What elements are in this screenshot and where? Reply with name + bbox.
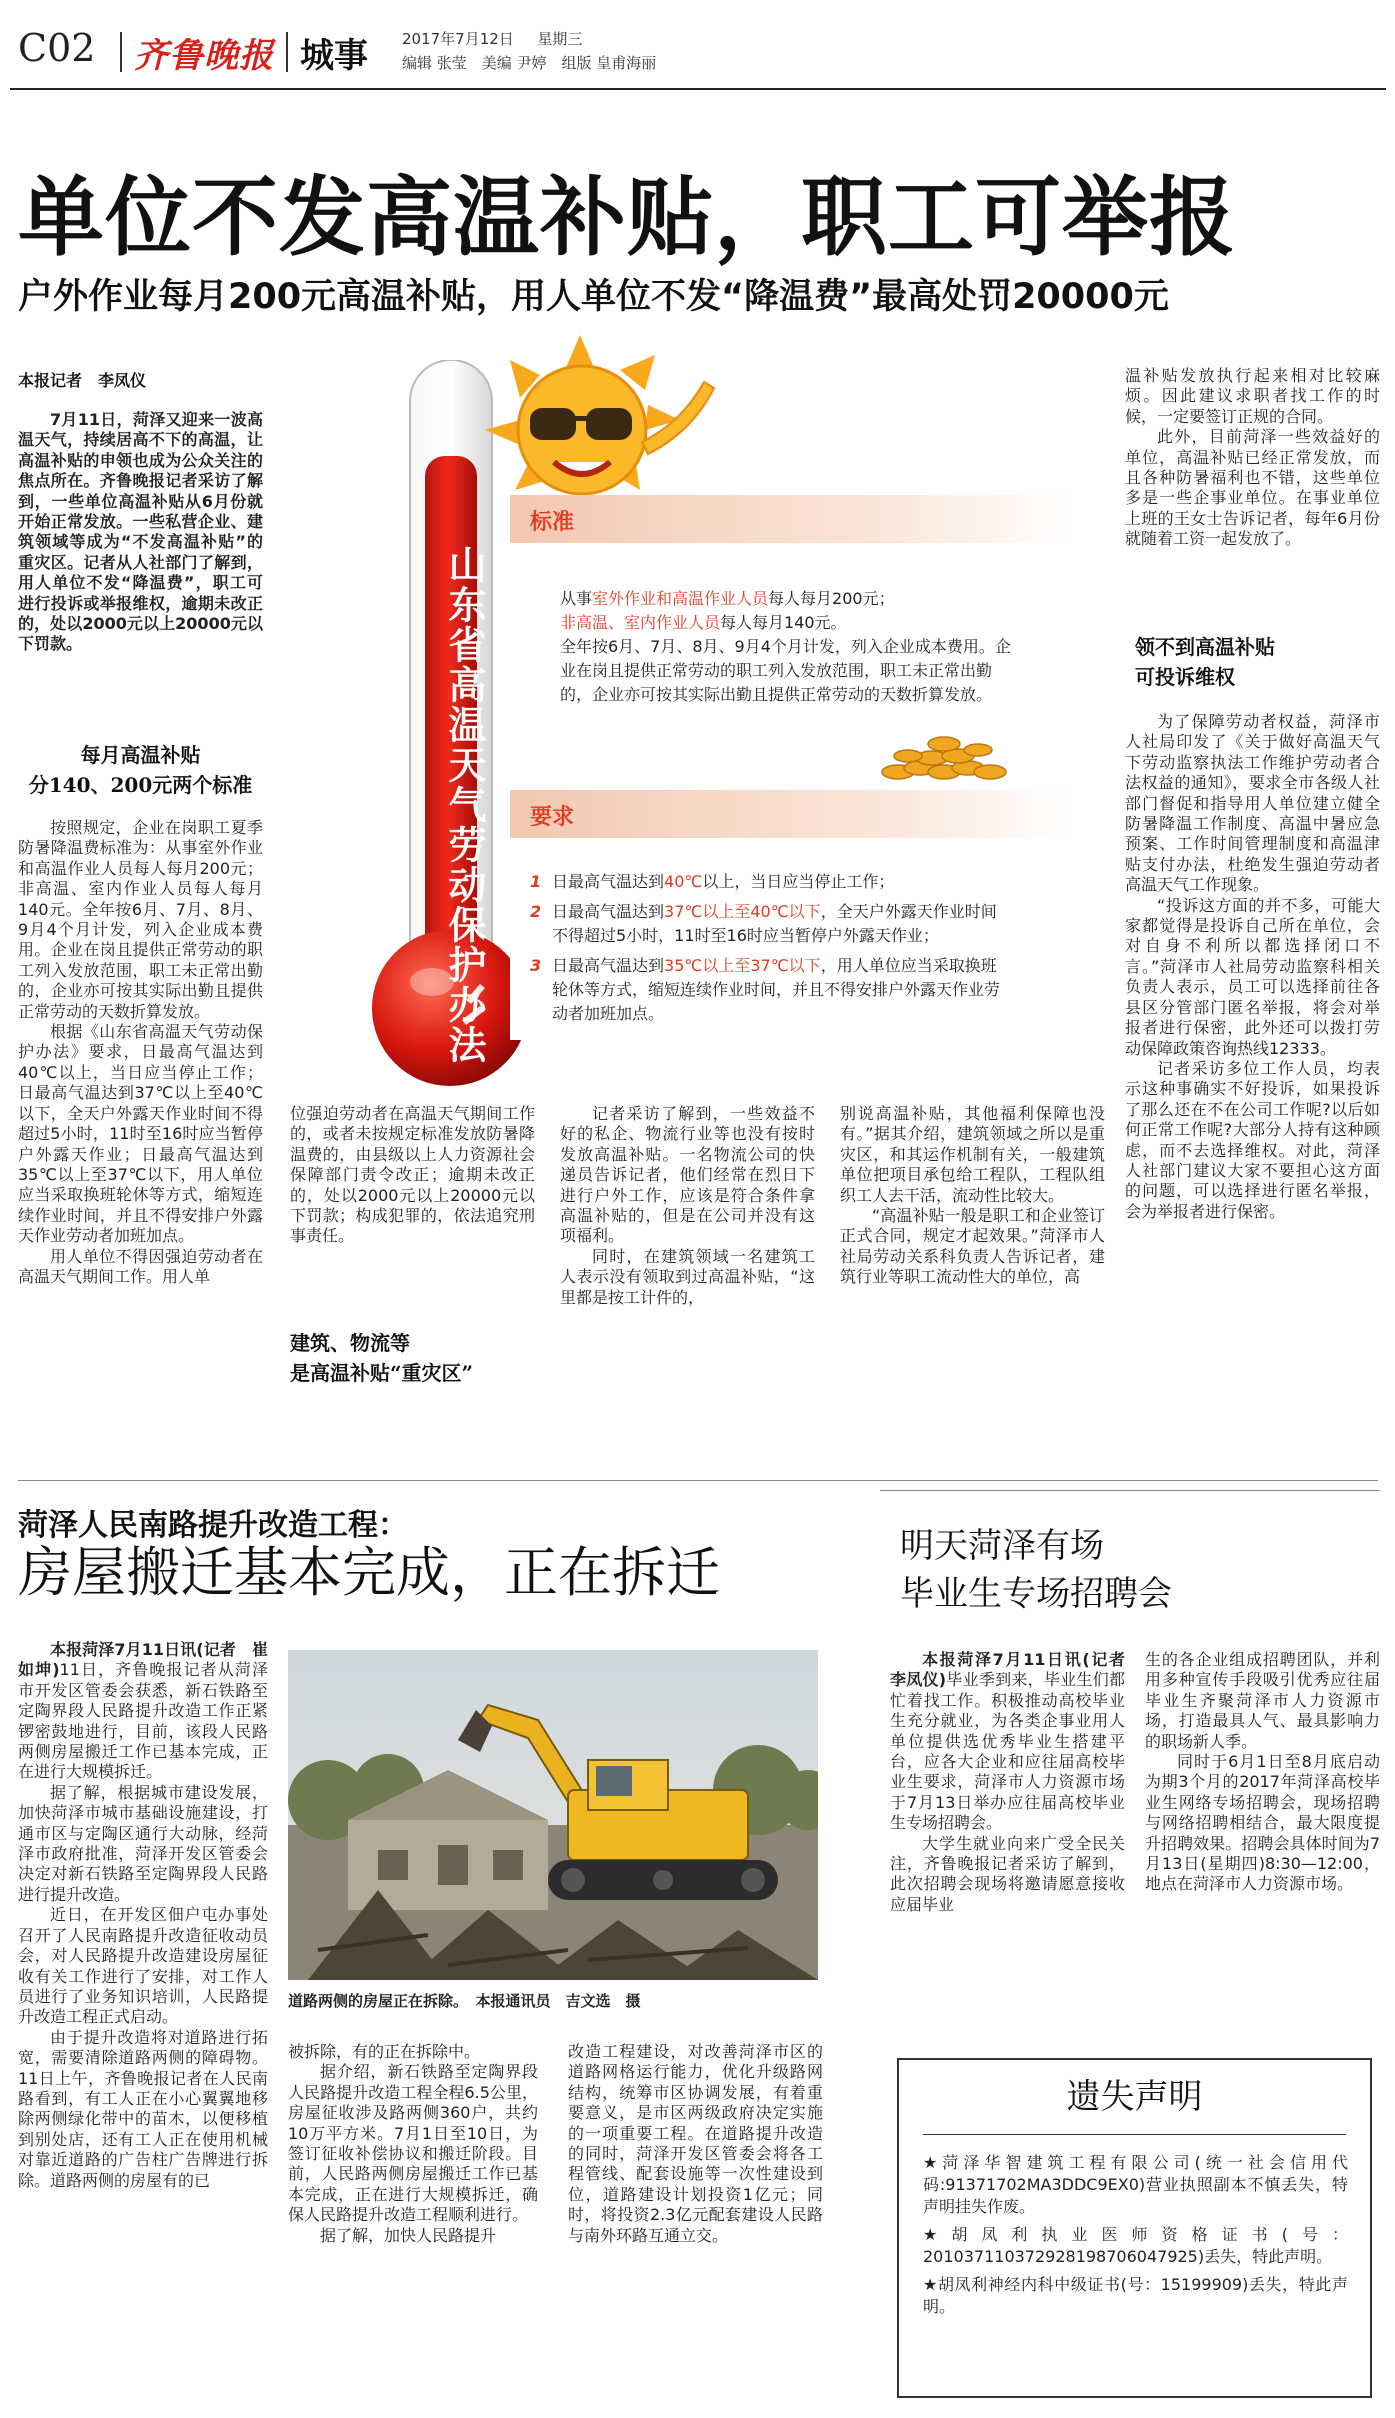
divider-1: [120, 32, 122, 72]
job-headline: [900, 1522, 1360, 1618]
job-para-4: 同时于6月1日至8月底启动为期3个月的2017年菏泽高校毕业生网络专场招聘会，现场招聘与网络招聘相结合，最大限度提升招聘效果。招聘会具体时间为7月13日(星期四)8:30—12:00，地点在菏泽市人力资源市场。: [1145, 1752, 1380, 1894]
masthead-rule: [10, 88, 1386, 90]
lead-para-9: “高温补贴一般是职工和企业签订正式合同，规定才起效果。”菏泽市人社局劳动关系科负责人告诉记者，建筑行业等职工流动性大的单位，高: [840, 1206, 1105, 1287]
road-col-3: [568, 2042, 823, 2246]
lead-para-7: 同时，在建筑领域一名建筑工人表示没有领取到过高温补贴，“这里都是按工计件的，: [560, 1246, 815, 1307]
job-para-2: 大学生就业向来广受全民关注，齐鲁晚报记者采访了解到，此次招聘会现场将邀请愿意接收应届毕业: [890, 1833, 1125, 1914]
require-no-2: 2: [530, 902, 542, 921]
lost-item-3: ★胡凤利神经内科中级证书(号：15199909)丢失，特此声明。: [923, 2275, 1348, 2316]
road-para-8: 改造工程建设，对改善菏泽市区的道路网格运行能力，优化升级路网结构，统筹市区协调发展，有着重要意义，是市区两级政府决定实施的一项重要工程。在道路提升改造的同时，菏泽开发区管委会将各工程管线、配套设施等一次性建设到位，道路建设计划投资1亿元；同时，将投资2.3亿元配套建设人民路与南外环路互通立交。: [568, 2042, 823, 2245]
lead-para-3: 根据《山东省高温天气劳动保护办法》要求，日最高气温达到40℃以上，当日应当停止工作；日最高气温达到37℃以上至40℃以下，全天户外露天作业时间不得超过5小时，11时至16时应当暂停户外露天作业；日最高气温达到35℃以上至37℃以下，用人单位应当采取换班轮休等方式，缩短连续作业时间，并且不得安排户外露天作业劳动者加班加点。: [18, 1022, 263, 1246]
date: 2017年7月12日: [402, 30, 514, 48]
lead-col-1a: [18, 410, 263, 655]
section-rule: [18, 1480, 1378, 1481]
sub3-line1: 领不到高温补贴: [1135, 635, 1275, 659]
sub1-line1: 每月高温补贴: [80, 743, 201, 767]
std-l2-post: 每人每月140元。: [720, 613, 847, 632]
job-headline-1: 明天菏泽有场: [900, 1526, 1104, 1566]
job-dateline: 本报菏泽7月11日讯(记者 李凤仪): [890, 1650, 1142, 1690]
road-col-1: [18, 1640, 268, 2191]
road-headline: 房屋搬迁基本完成，正在拆迁: [18, 1541, 720, 1604]
gold-coins-icon: [868, 710, 1018, 790]
lead-para-11: 此外，目前菏泽一些效益好的单位，高温补贴已经正常发放，而且各种防暑福利也不错，这些单位多是一些企事业单位。在事业单位上班的王女士告诉记者，每年6月份就随着工资一起发放了。: [1125, 427, 1380, 549]
sub2-line2: 是高温补贴“重灾区”: [290, 1361, 474, 1385]
job-col-1: [890, 1650, 1142, 1915]
sub3: [1135, 632, 1380, 692]
std-l1-hl: 室外作业和高温作业人员: [592, 589, 769, 608]
require-item-3: 3 日最高气温达到35℃以上至37℃以下，用人单位应当采取换班轮休等方式，缩短连续作业时间，并且不得安排户外露天作业劳动者加班加点。: [530, 956, 1001, 1023]
road-para-1: 本报菏泽7月11日讯(记者 崔如坤)11日，齐鲁晚报记者从菏泽市开发区管委会获悉，新石铁路至定陶界段人民路提升改造工作正紧锣密鼓地进行，目前，该段人民路两侧房屋搬迁工作已基本完成，正在进行大规模拆迁。: [18, 1640, 268, 1782]
sub2: [290, 1328, 535, 1388]
require-label: 要求: [530, 805, 575, 830]
road-kicker: 菏泽人民南路提升改造工程：: [18, 1508, 408, 1543]
standard-label: 标准: [530, 510, 575, 535]
std-l2-hl: 非高温、室内作业人员: [560, 613, 721, 632]
masthead: [18, 22, 1378, 82]
paper-logo: 齐鲁晚报: [134, 36, 274, 76]
section-name: 城事: [300, 36, 368, 76]
lead-para-4: 用人单位不得因强迫劳动者在高温天气期间工作。用人单: [18, 1246, 263, 1286]
credits: 编辑 张莹 美编 尹婷 组版 皇甫海丽: [402, 54, 657, 72]
sub2-line1: 建筑、物流等: [290, 1331, 410, 1355]
lead-subheadline: 户外作业每月200元高温补贴，用人单位不发“降温费”最高处罚20000元: [18, 277, 1169, 317]
sub1: [18, 740, 263, 800]
standard-band: [510, 495, 1070, 543]
require-list: [530, 870, 1000, 1026]
lead-para-12: 为了保障劳动者权益，菏泽市人社局印发了《关于做好高温天气下劳动监察执法工作维护劳动者合法权益的通知》，要求全市各级人社部门督促和指导用人单位建立健全防暑降温工作制度、高温中暑应急预案、工作时间管理制度和高温津贴支付办法，杜绝发生强迫劳动者高温天气工作现象。: [1125, 712, 1380, 895]
lead-col-2: [290, 1104, 535, 1247]
require-band: [510, 790, 1070, 838]
lost-notice-body: [923, 2152, 1348, 2318]
job-rule: [880, 1490, 1380, 1491]
demolition-photo: [288, 1650, 818, 1980]
lost-notice-rule: [923, 2134, 1346, 2135]
lead-para-14: 记者采访多位工作人员，均表示这种事确实不好投诉，如果投诉了那么还在不在公司工作呢?以后如何正常工作呢?大部分人持有这种顾虑，而不去选择维权。对此，菏泽人社部门建议大家不要担心这方面的问题，可以选择进行匿名举报，会为举报者进行保密。: [1125, 1058, 1380, 1221]
lost-notice-title: 遗失声明: [1066, 2077, 1203, 2117]
road-para-6: 据介绍，新石铁路至定陶界段人民路提升改造工程全程6.5公里，房屋征收涉及路两侧360户，共约10万平方米。7月1日至10日，为签订征收补偿协议和搬迁阶段。目前，人民路两侧房屋搬迁工作已基本完成，正在进行大规模拆迁，确保人民路提升改造工程顺利进行。: [288, 2062, 538, 2225]
infographic: [280, 330, 1100, 1080]
page-number: C02: [18, 26, 96, 70]
lead-col-5a: [1125, 366, 1380, 550]
divider-2: [286, 32, 288, 72]
lead-para-8: 别说高温补贴，其他福利保障也没有。”据其介绍，建筑领域之所以是重灾区，和其运作机制有关，一般建筑单位把项目承包给工程队，工程队组织工人去干活，流动性比较大。: [840, 1104, 1105, 1205]
lead-intro: 7月11日，菏泽又迎来一波高温天气，持续居高不下的高温，让高温补贴的申领也成为公众关注的焦点所在。齐鲁晚报记者采访了解到，一些单位高温补贴从6月份就开始正常发放。一些私营企业、建筑领域等成为“不发高温补贴”的重灾区。记者从人社部门了解到，用人单位不发“降温费”，职工可进行投诉或举报维权，逾期未改正的，处以2000元以上20000元以下罚款。: [18, 410, 263, 654]
require-panel: [510, 790, 1070, 1040]
lost-notice-box: [897, 2058, 1372, 2398]
lead-para-2: 按照规定，企业在岗职工夏季防暑降温费标准为：从事室外作业和高温作业人员每人每月200元；非高温、室内作业人员每人每月140元。全年按6月、7月、8月、9月4个月计发，列入企业成本费用。企业在岗且提供正常劳动的职工列入发放范围，职工未正常出勤的，企业亦可按其实际出勤且提供正常劳动的天数折算发放。: [18, 818, 263, 1021]
std-l1-post: 每人每月200元；: [768, 589, 895, 608]
lead-col-3: [560, 1104, 815, 1308]
job-para-1: 本报菏泽7月11日讯(记者 李凤仪)毕业季到来，毕业生们都忙着找工作。积极推动高校毕业生充分就业，为各类企事业用人单位提供选优秀毕业生搭建平台，应各大企业和应往届高校毕业生要求，菏泽市人力资源市场于7月13日举办应往届高校毕业生专场招聘会。: [890, 1650, 1142, 1833]
lost-item-2: ★胡凤利执业医师资格证书(号：201037110372928198706047925)丢失，特此声明。: [923, 2225, 1348, 2266]
lead-para-5: 位强迫劳动者在高温天气期间工作的，或者未按规定标准发放防暑降温费的，由县级以上人力资源社会保障部门责令改正；逾期未改正的，处以2000元以上20000元以下罚款；构成犯罪的，依法追究刑事责任。: [290, 1104, 535, 1246]
road-para-3: 近日，在开发区佃户屯办事处召开了人民南路提升改造征收动员会，对人民路提升改造建设房屋征收有关工作进行了安排，对工作人员进行了业务知识培训，人民路提升改造工程正式启动。: [18, 1905, 268, 2027]
lead-para-10: 温补贴发放执行起来相对比较麻烦。因此建议求职者找工作的时候，一定要签订正规的合同。: [1125, 366, 1380, 426]
weekday: 星期三: [537, 30, 583, 48]
road-para-7: 据了解，加快人民路提升: [320, 2225, 497, 2245]
require-item-2: 2 日最高气温达到37℃以上至40℃以下，全天户外露天作业时间不得超过5小时，11时至16时应当暂停户外露天作业；: [530, 902, 997, 945]
require-no-3: 3: [530, 956, 542, 975]
road-dateline: 本报菏泽7月11日讯(记者 崔如坤): [18, 1640, 268, 1680]
lost-item-1: ★菏泽华智建筑工程有限公司(统一社会信用代码:91371702MA3DDC9EX0)营业执照副本不慎丢失，特声明挂失作废。: [923, 2153, 1348, 2216]
lead-para-13: “投诉这方面的并不多，可能大家都觉得是投诉自己所在单位，会对自身不利所以都选择闭口不言。”菏泽市人社局劳动监察科相关负责人表示，员工可以选择前往各县区分管部门匿名举报，将会对举报者进行保密，此外还可以拨打劳动保障政策咨询热线12333。: [1125, 895, 1380, 1058]
sub3-line2: 可投诉维权: [1135, 665, 1235, 689]
masthead-date: [402, 28, 582, 49]
lead-col-4: [840, 1104, 1105, 1288]
lead-para-6: 记者采访了解到，一些效益不好的私企、物流行业等也没有按时发放高温补贴。一名物流公司的快递员告诉记者，他们经常在烈日下进行户外工作，应该是符合条件拿高温补贴的，但是在公司并没有这项福利。: [560, 1104, 815, 1246]
std-l1-pre: 从事: [560, 589, 593, 608]
lead-col-5b: [1125, 712, 1380, 1222]
byline: 本报记者 李凤仪: [18, 371, 147, 390]
road-para-4: 由于提升改造将对道路进行拓宽，需要清除道路两侧的障碍物。11日上午，齐鲁晚报记者在人民南路看到，有工人正在小心翼翼地移除两侧绿化带中的苗木，以便移植到别处店，还有工人正在使用机械对靠近道路的广告柱广告牌进行拆除。道路两侧的房屋有的已: [18, 2027, 268, 2190]
job-col-2: [1145, 1650, 1380, 1895]
require-item-1: 1 日最高气温达到40℃以上，当日应当停止工作；: [530, 870, 1000, 894]
thermometer-title: 山东省高温天气劳动保护办法: [442, 545, 486, 1065]
job-para-3: 生的各企业组成招聘团队，并利用多种宣传手段吸引优秀应往届毕业生齐聚菏泽市人力资源市场，打造最具人气、最具影响力的职场新人季。: [1145, 1650, 1380, 1751]
road-para-2: 据了解，根据城市建设发展，加快菏泽市城市基础设施建设，打通市区与定陶区通行大动脉，经菏泽市政府批准，菏泽开发区管委会决定对新石铁路至定陶界段人民路进行提升改造。: [18, 1782, 268, 1904]
photo-caption: 道路两侧的房屋正在拆除。 本报通讯员 吉文选 摄: [288, 1992, 641, 2010]
sub1-line2: 分140、200元两个标准: [28, 773, 253, 797]
road-col-2: [288, 2042, 538, 2246]
require-no-1: 1: [530, 872, 542, 891]
lead-col-1b: [18, 818, 263, 1287]
std-l3: 全年按6月、7月、8月、9月4个月计发，列入企业成本费用。企业在岗且提供正常劳动的职工列入发放范围，职工未正常出勤的，企业亦可按其实际出勤且提供正常劳动的天数折算发放。: [560, 637, 1011, 704]
road-para-5: 被拆除，有的正在拆除中。: [288, 2042, 481, 2061]
job-headline-2: 毕业生专场招聘会: [900, 1574, 1172, 1614]
standard-text: [560, 587, 1020, 707]
lead-headline: 单位不发高温补贴，职工可举报: [18, 168, 1236, 268]
